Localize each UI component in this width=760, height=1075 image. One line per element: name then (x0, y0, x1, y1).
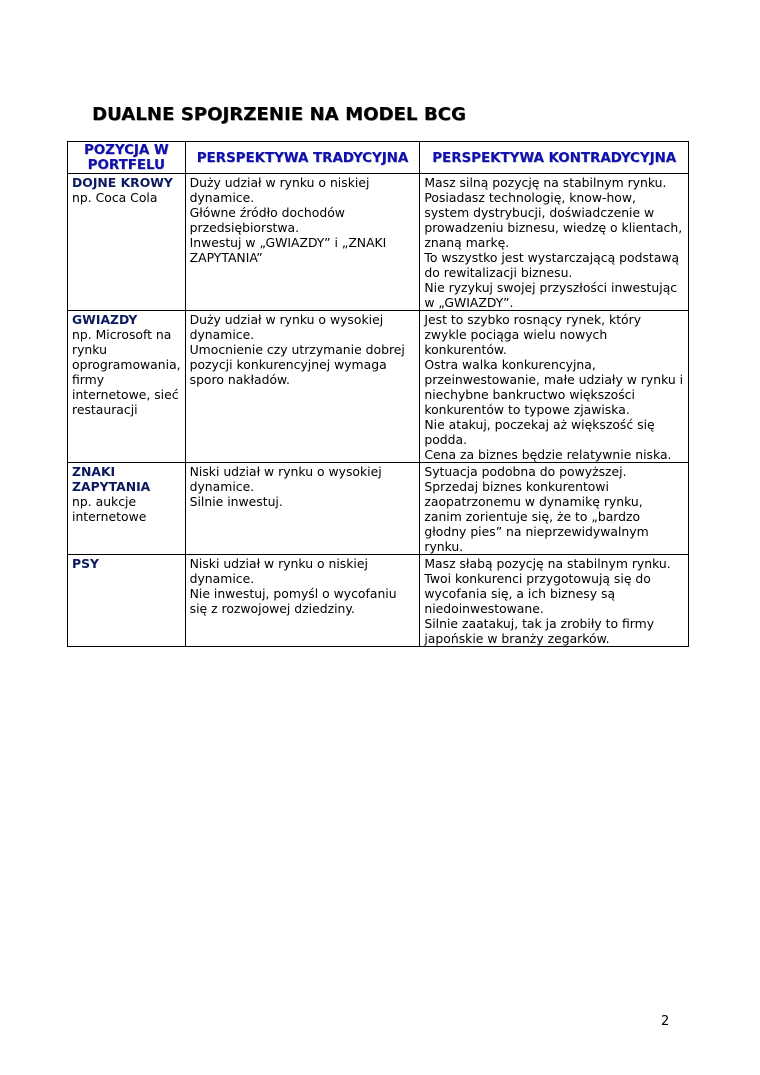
contrary-text: Twoi konkurenci przygotowują się do wycofania się, a ich biznesy są niedoinwestowane. (424, 571, 651, 616)
position-cell (68, 555, 186, 647)
contrary-text: To wszystko jest wystarczającą podstawą do rewitalizacji biznesu. (424, 250, 680, 280)
traditional-cell (185, 311, 420, 463)
traditional-text: Silnie inwestuj. (189, 494, 283, 509)
category-name: PSY (72, 556, 99, 571)
contrary-text: Masz silną pozycję na stabilnym rynku. (424, 175, 667, 190)
position-cell (68, 311, 186, 463)
traditional-text: Główne źródło dochodów przedsiębiorstwa. (189, 205, 345, 235)
category-example: np. aukcje internetowe (72, 494, 147, 524)
category-example: np. Coca Cola (72, 190, 158, 205)
contrary-text: Posiadasz technologię, know-how, system dystrybucji, doświadczenie w prowadzeniu biznesu, wiedzę o klientach, znaną markę. (424, 190, 683, 250)
contrary-cell (420, 174, 689, 311)
contrary-text: Nie atakuj, poczekaj aż większość się podda. (424, 417, 655, 447)
table-row (68, 174, 689, 311)
contrary-text: Ostra walka konkurencyjna, przeinwestowanie, małe udziały w rynku i niechybne bankructwo większości konkurentów to typowe zjawiska. (424, 357, 684, 417)
traditional-text: Duży udział w rynku o niskiej dynamice. (189, 175, 370, 205)
table-row (68, 311, 689, 463)
page-number: 2 (661, 1014, 670, 1029)
bcg-table (67, 141, 689, 647)
contrary-text: Sytuacja podobna do powyższej. (424, 464, 627, 479)
contrary-text: Nie ryzykuj swojej przyszłości inwestując w „GWIAZDY”. (424, 280, 678, 310)
traditional-text: Umocnienie czy utrzymanie dobrej pozycji konkurencyjnej wymaga sporo nakładów. (189, 342, 405, 387)
category-name: GWIAZDY (72, 312, 138, 327)
position-cell (68, 174, 186, 311)
contrary-cell (420, 463, 689, 555)
category-name: ZNAKI ZAPYTANIA (72, 464, 151, 494)
header-contrary-perspective: PERSPEKTYWA KONTRADYCYJNA (420, 142, 689, 174)
traditional-text: Duży udział w rynku o wysokiej dynamice. (189, 312, 384, 342)
traditional-cell (185, 174, 420, 311)
traditional-text: Niski udział w rynku o niskiej dynamice. (189, 556, 368, 586)
contrary-cell (420, 555, 689, 647)
contrary-text: Sprzedaj biznes konkurentowi zaopatrzonemu w dynamikę rynku, zanim zorientuje się, że to „bardzo głodny pies” na nieprzewidywalnym rynku. (424, 479, 649, 554)
traditional-cell (185, 463, 420, 555)
category-name: DOJNE KROWY (72, 175, 173, 190)
contrary-text: Jest to szybko rosnący rynek, który zwykle pociąga wielu nowych konkurentów. (424, 312, 642, 357)
category-example: np. Microsoft na rynku oprogramowania, firmy internetowe, sieć restauracji (72, 327, 181, 417)
contrary-text: Cena za biznes będzie relatywnie niska. (424, 447, 672, 462)
traditional-text: Inwestuj w „GWIAZDY” i „ZNAKI ZAPYTANIA” (189, 235, 387, 265)
header-traditional-perspective: PERSPEKTYWA TRADYCYJNA (185, 142, 420, 174)
contrary-cell (420, 311, 689, 463)
table-row (68, 555, 689, 647)
table-header-row (68, 142, 689, 174)
table-row (68, 463, 689, 555)
position-cell (68, 463, 186, 555)
traditional-text: Niski udział w rynku o wysokiej dynamice. (189, 464, 382, 494)
traditional-text: Nie inwestuj, pomyśl o wycofaniu się z rozwojowej dziedziny. (189, 586, 397, 616)
contrary-text: Silnie zaatakuj, tak ja zrobiły to firmy japońskie w branży zegarków. (424, 616, 655, 646)
page-title: DUALNE SPOJRZENIE NA MODEL BCG (92, 104, 466, 125)
traditional-cell (185, 555, 420, 647)
header-portfolio-position: POZYCJA W PORTFELU (68, 142, 186, 174)
contrary-text: Masz słabą pozycję na stabilnym rynku. (424, 556, 671, 571)
